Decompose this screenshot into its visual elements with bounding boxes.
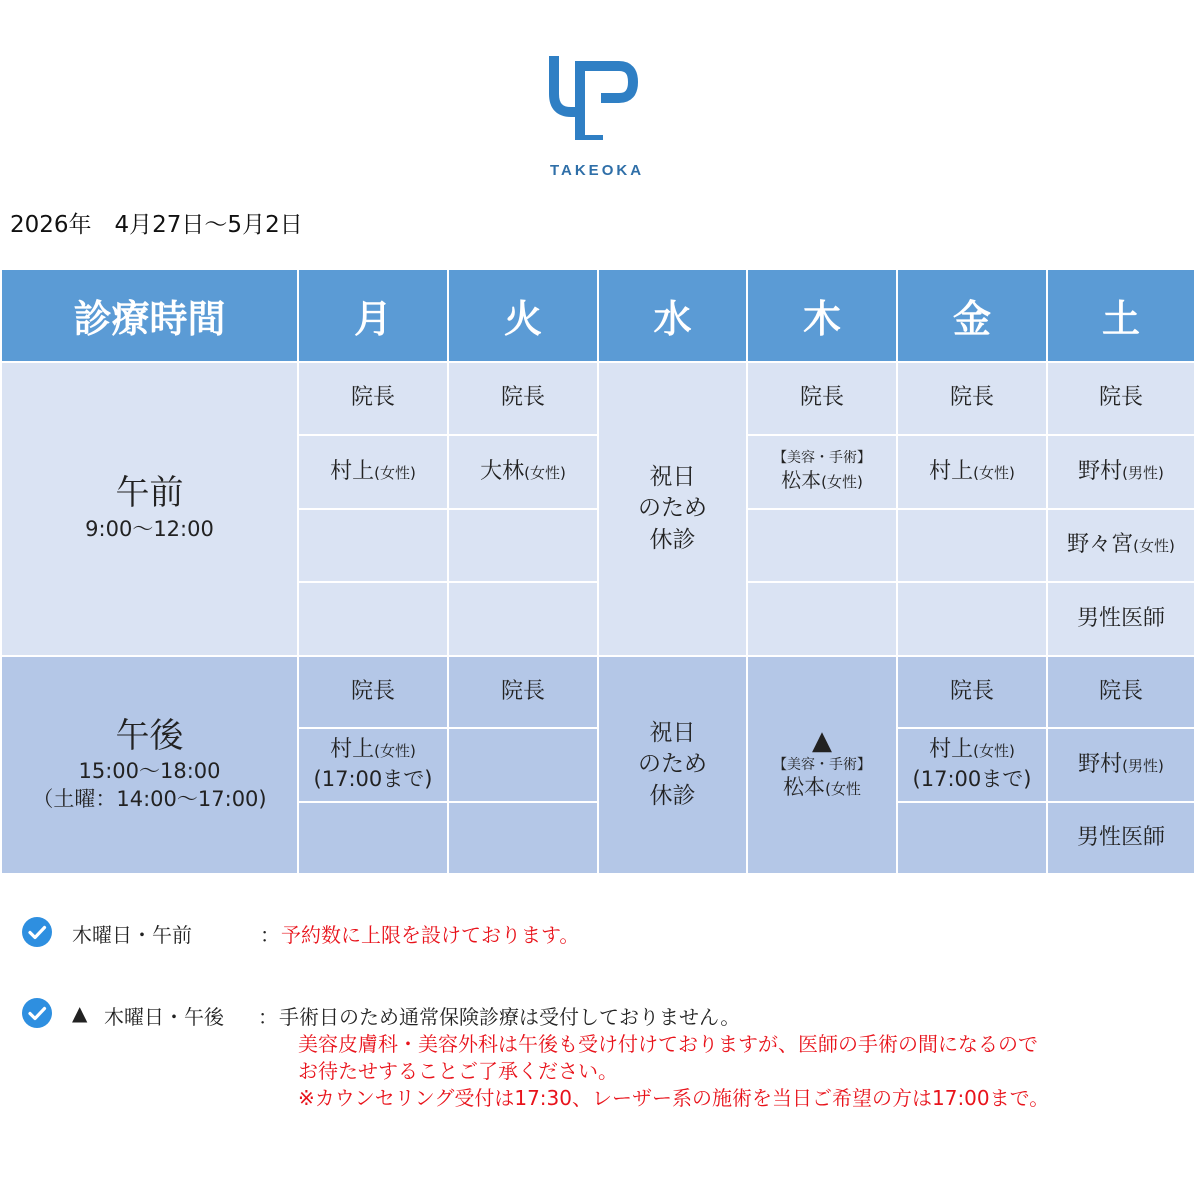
brand-name: TAKEOKA [549, 162, 645, 179]
am-hours: 9:00～12:00 [85, 516, 214, 541]
am-sat-4: 男性医師 [1047, 582, 1194, 656]
week-period: 2026年 4月27日～5月2日 [10, 212, 303, 238]
header-tue: 火 [448, 269, 598, 362]
note2-label: 木曜日・午後 [104, 1005, 224, 1029]
note2-colon: ： [258, 1005, 278, 1029]
pm-thu: ▲ 【美容・手術】 松本(女性 [747, 656, 897, 874]
pm-name: 午後 [115, 716, 184, 757]
header-thu: 木 [747, 269, 897, 362]
pm-sat-2: 野村(男性) [1047, 728, 1194, 802]
header-fri: 金 [897, 269, 1047, 362]
header-wed: 水 [598, 269, 747, 362]
header-sat: 土 [1047, 269, 1194, 362]
pm-fri-2: 村上(女性) (17:00まで) [897, 728, 1047, 802]
am-fri-4 [897, 582, 1047, 656]
am-row [1, 362, 1194, 435]
am-sat-3: 野々宮(女性) [1047, 509, 1194, 582]
schedule-table [0, 268, 1194, 875]
am-tue-2: 大林(女性) [448, 435, 598, 509]
pm-fri-1: 院長 [897, 656, 1047, 728]
am-thu-4 [747, 582, 897, 656]
pm-hours: 15:00～18:00 [78, 759, 221, 784]
am-mon-4 [298, 582, 448, 656]
am-wed-holiday: 祝日 のため 休診 [598, 362, 747, 656]
pm-hours-sat: （土曜：14:00～17:00) [32, 787, 267, 812]
am-thu-3 [747, 509, 897, 582]
header-row [1, 269, 1194, 362]
am-name: 午前 [115, 472, 184, 513]
pm-tue-3 [448, 802, 598, 874]
takeoka-logo [549, 56, 641, 140]
am-fri-3 [897, 509, 1047, 582]
am-tue-1: 院長 [448, 362, 598, 435]
am-tue-4 [448, 582, 598, 656]
pm-wed-holiday: 祝日 のため 休診 [598, 656, 747, 874]
am-thu-1: 院長 [747, 362, 897, 435]
am-fri-1: 院長 [897, 362, 1047, 435]
am-period [1, 362, 298, 656]
am-tue-3 [448, 509, 598, 582]
note2-text: 手術日のため通常保険診療は受付しておりません。 [279, 1005, 741, 1029]
check-circle-icon [22, 998, 52, 1028]
header-time: 診療時間 [1, 269, 298, 362]
am-thu-2: 【美容・手術】 松本(女性) [747, 435, 897, 509]
am-mon-3 [298, 509, 448, 582]
pm-mon-1: 院長 [298, 656, 448, 728]
pm-sat-3: 男性医師 [1047, 802, 1194, 874]
note2-red-line3: ※カウンセリング受付は17:30、レーザー系の施術を当日ご希望の方は17:00まで。 [298, 1086, 1050, 1110]
note1-label: 木曜日・午前 [72, 923, 192, 947]
am-mon-2: 村上(女性) [298, 435, 448, 509]
am-sat-1: 院長 [1047, 362, 1194, 435]
pm-row [1, 656, 1194, 728]
note2-mark: ▲ [72, 1001, 88, 1025]
triangle-mark: ▲ [812, 726, 832, 757]
note2-red-line1: 美容皮膚科・美容外科は午後も受け付けておりますが、医師の手術の間になるので [298, 1032, 1038, 1056]
note1-colon: ： [260, 923, 280, 947]
pm-tue-1: 院長 [448, 656, 598, 728]
pm-mon-2: 村上(女性) (17:00まで) [298, 728, 448, 802]
header-mon: 月 [298, 269, 448, 362]
am-mon-1: 院長 [298, 362, 448, 435]
pm-sat-1: 院長 [1047, 656, 1194, 728]
check-circle-icon [22, 917, 52, 947]
pm-period [1, 656, 298, 874]
am-fri-2: 村上(女性) [897, 435, 1047, 509]
pm-tue-2 [448, 728, 598, 802]
pm-mon-3 [298, 802, 448, 874]
am-sat-2: 野村(男性) [1047, 435, 1194, 509]
pm-fri-3 [897, 802, 1047, 874]
note2-red-line2: お待たせすることご了承ください。 [298, 1059, 618, 1083]
note1-text: 予約数に上限を設けております。 [281, 923, 580, 947]
